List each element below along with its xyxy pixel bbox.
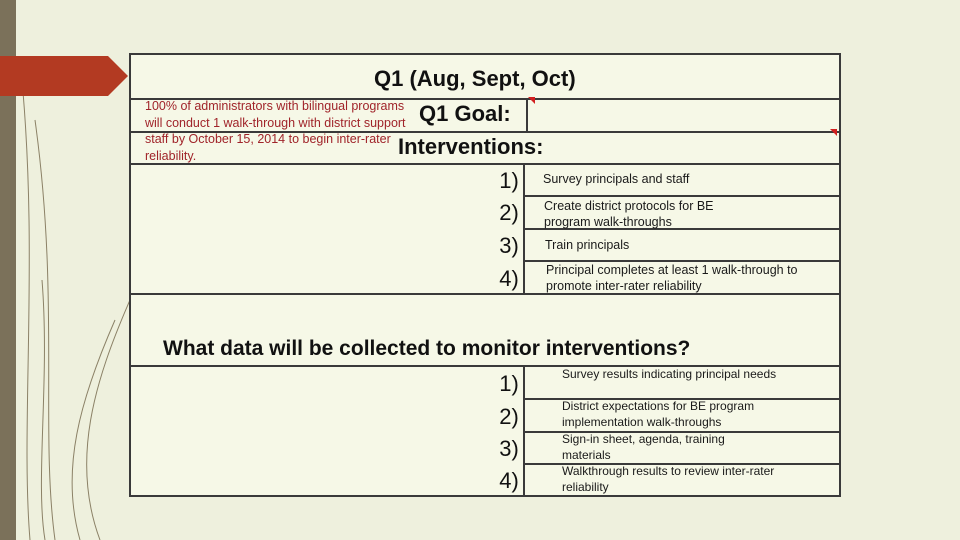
intervention-text: Train principals xyxy=(545,238,630,252)
intervention-text: Create district protocols for BE program walk-throughs xyxy=(544,199,714,229)
red-arrow-tab xyxy=(0,56,128,96)
intervention-row-1-divider xyxy=(525,195,839,197)
data-item-number: 1) xyxy=(499,371,519,396)
goal-description: 100% of administrators with bilingual programs will conduct 1 walk-through with district support staff by October 15, 2014 to begin inter-rater reliability. xyxy=(145,99,406,163)
goal-label: Q1 Goal: xyxy=(419,101,511,126)
data-item-text: Sign-in sheet, agenda, training materials xyxy=(562,432,725,462)
intervention-number: 3) xyxy=(499,233,519,258)
data-item-text: Walkthrough results to review inter-rater reliability xyxy=(562,464,775,494)
red-comment-mark xyxy=(830,129,837,136)
data-collection-heading: What data will be collected to monitor interventions? xyxy=(163,337,691,360)
intervention-number: 4) xyxy=(499,266,519,291)
data-item-text: District expectations for BE program implementation walk-throughs xyxy=(562,399,755,429)
red-comment-mark xyxy=(528,97,535,104)
data-item-number: 3) xyxy=(499,436,519,461)
data-item-number: 4) xyxy=(499,468,519,493)
data-item-text: Survey results indicating principal needs xyxy=(562,367,777,381)
intervention-text: Survey principals and staff xyxy=(543,172,690,186)
interventions-label: Interventions: xyxy=(398,134,544,159)
intervention-number: 1) xyxy=(499,168,519,193)
intervention-number: 2) xyxy=(499,200,519,225)
intervention-text: Principal completes at least 1 walk-through to promote inter-rater reliability xyxy=(546,263,798,293)
data-item-number: 2) xyxy=(499,404,519,429)
quarter-title: Q1 (Aug, Sept, Oct) xyxy=(374,66,576,91)
